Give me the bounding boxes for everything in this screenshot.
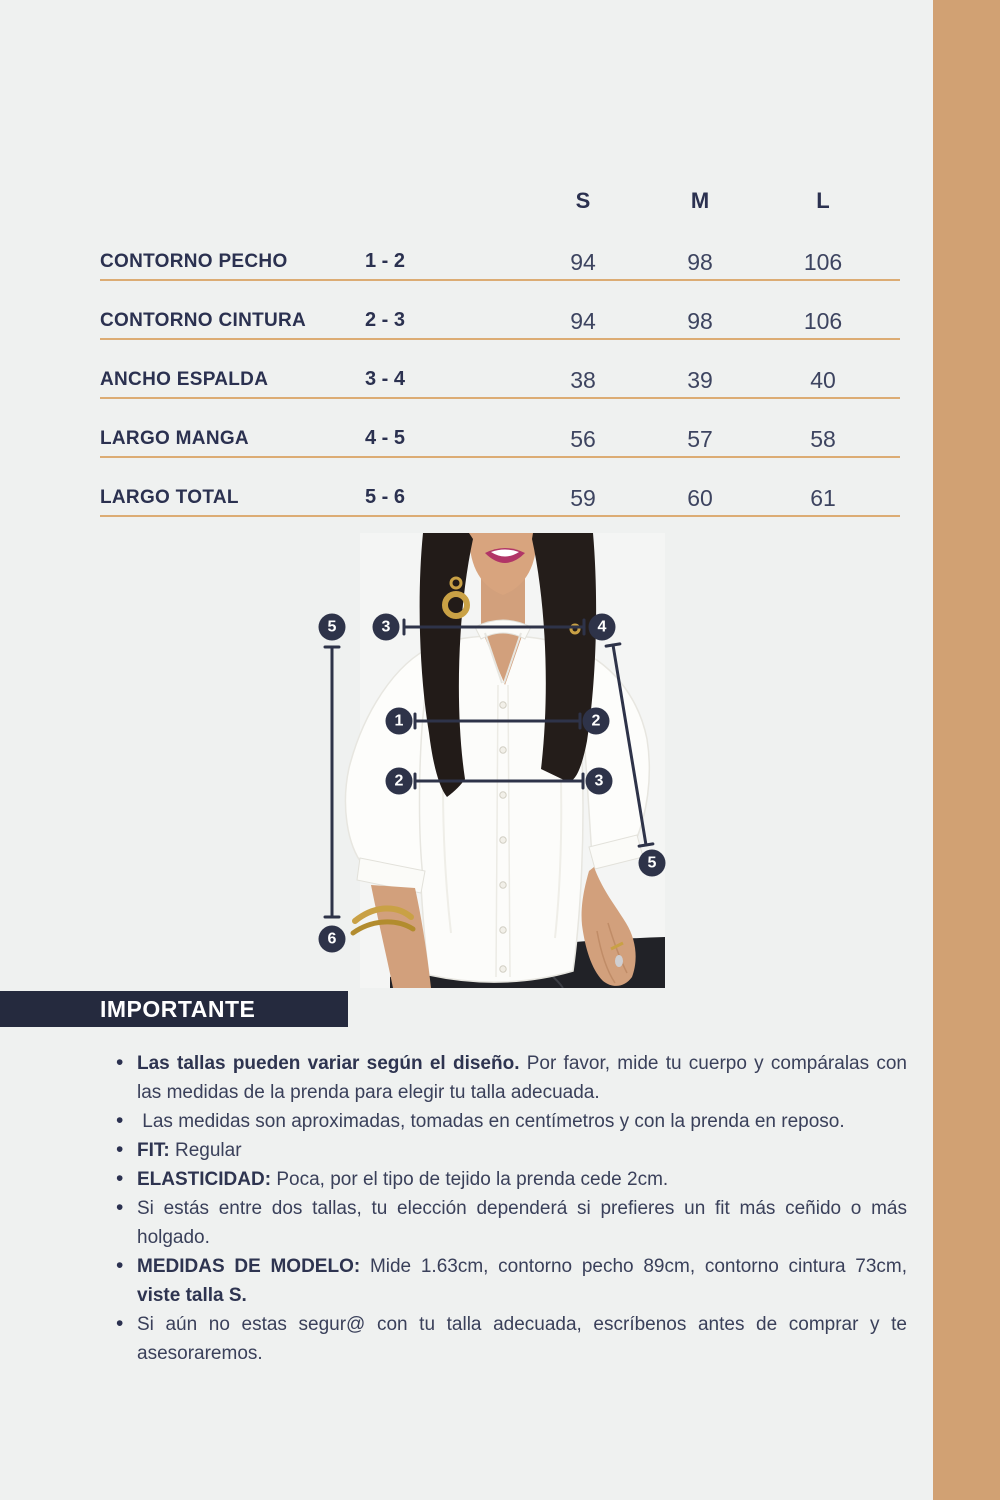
note-item (112, 1136, 907, 1165)
notes-list (112, 1049, 907, 1368)
nail-polish (615, 955, 623, 967)
measure-point-badge: 5 (639, 850, 666, 877)
note-item (112, 1165, 907, 1194)
note-text: MEDIDAS DE MODELO: (137, 1256, 361, 1277)
note-text: Poca, por el tipo de tejido la prenda cede 2cm. (271, 1169, 669, 1190)
note-item (112, 1194, 907, 1252)
measure-range: 2 - 3 (364, 309, 406, 331)
size-table (100, 188, 900, 517)
note-item (112, 1049, 907, 1107)
measure-point-badge: 1 (386, 708, 413, 735)
size-table-header (100, 188, 900, 222)
measure-value: 59 (570, 485, 596, 511)
model-photo (335, 533, 665, 988)
note-text: Si estás entre dos tallas, tu elección dependerá si prefieres un fit más ceñido o más holgado. (137, 1198, 907, 1248)
note-text: viste talla S. (137, 1285, 247, 1306)
table-row (100, 399, 900, 458)
measure-value: 57 (687, 426, 713, 452)
measure-label: LARGO TOTAL (100, 487, 239, 508)
measure-value: 60 (687, 485, 713, 511)
note-text: Mide 1.63cm, contorno pecho 89cm, contorno cintura 73cm, (360, 1256, 908, 1277)
measure-label: CONTORNO CINTURA (100, 310, 307, 331)
note-text: Las medidas son aproximadas, tomadas en centímetros y con la prenda en reposo. (137, 1111, 845, 1132)
size-table-rows (100, 222, 900, 517)
measure-range: 4 - 5 (364, 427, 406, 449)
note-text: Si aún no estas segur@ con tu talla adecuada, escríbenos antes de comprar y te asesoraremos. (137, 1314, 907, 1364)
measure-value: 61 (810, 485, 836, 511)
measure-value: 38 (570, 367, 596, 393)
measure-range: 5 - 6 (364, 486, 406, 508)
measure-value: 106 (803, 308, 843, 334)
measure-label: LARGO MANGA (100, 428, 249, 449)
note-item (112, 1310, 907, 1368)
right-accent-stripe (933, 0, 1000, 1500)
table-row (100, 458, 900, 517)
size-column-header: L (816, 188, 830, 213)
table-row (100, 340, 900, 399)
note-text: FIT: (137, 1140, 170, 1161)
measure-value: 40 (810, 367, 836, 393)
size-column-header: M (690, 188, 710, 213)
measure-point-badge: 2 (583, 708, 610, 735)
measure-value: 56 (570, 426, 596, 452)
note-text: ELASTICIDAD: (137, 1169, 272, 1190)
measure-point-badge: 5 (319, 614, 346, 641)
measure-value: 58 (810, 426, 836, 452)
measure-value: 98 (687, 249, 713, 275)
measure-point-badge: 3 (373, 614, 400, 641)
measure-value: 94 (570, 308, 596, 334)
table-row (100, 281, 900, 340)
measure-point-badge: 2 (386, 768, 413, 795)
measure-value: 39 (687, 367, 713, 393)
measure-point-badge: 3 (586, 768, 613, 795)
measure-label: CONTORNO PECHO (100, 251, 288, 272)
table-row (100, 222, 900, 281)
measure-value: 98 (687, 308, 713, 334)
measure-point-badge: 6 (319, 926, 346, 953)
measure-range: 3 - 4 (364, 368, 406, 390)
measure-point-badge: 4 (589, 614, 616, 641)
note-item (112, 1107, 907, 1136)
size-column-header: S (575, 188, 591, 213)
measure-range: 1 - 2 (364, 250, 406, 272)
note-text: Por favor, mide tu cuerpo y compáralas con las medidas de la prenda para elegir tu talla adecuada. (137, 1053, 908, 1103)
note-text: Las tallas pueden variar según el diseño. (137, 1053, 520, 1074)
measure-value: 94 (570, 249, 596, 275)
measure-label: ANCHO ESPALDA (100, 369, 269, 390)
measure-value: 106 (803, 249, 843, 275)
note-text: Regular (169, 1140, 242, 1161)
importante-title: IMPORTANTE (100, 995, 256, 1022)
note-item (112, 1252, 907, 1310)
importante-banner (0, 991, 348, 1027)
